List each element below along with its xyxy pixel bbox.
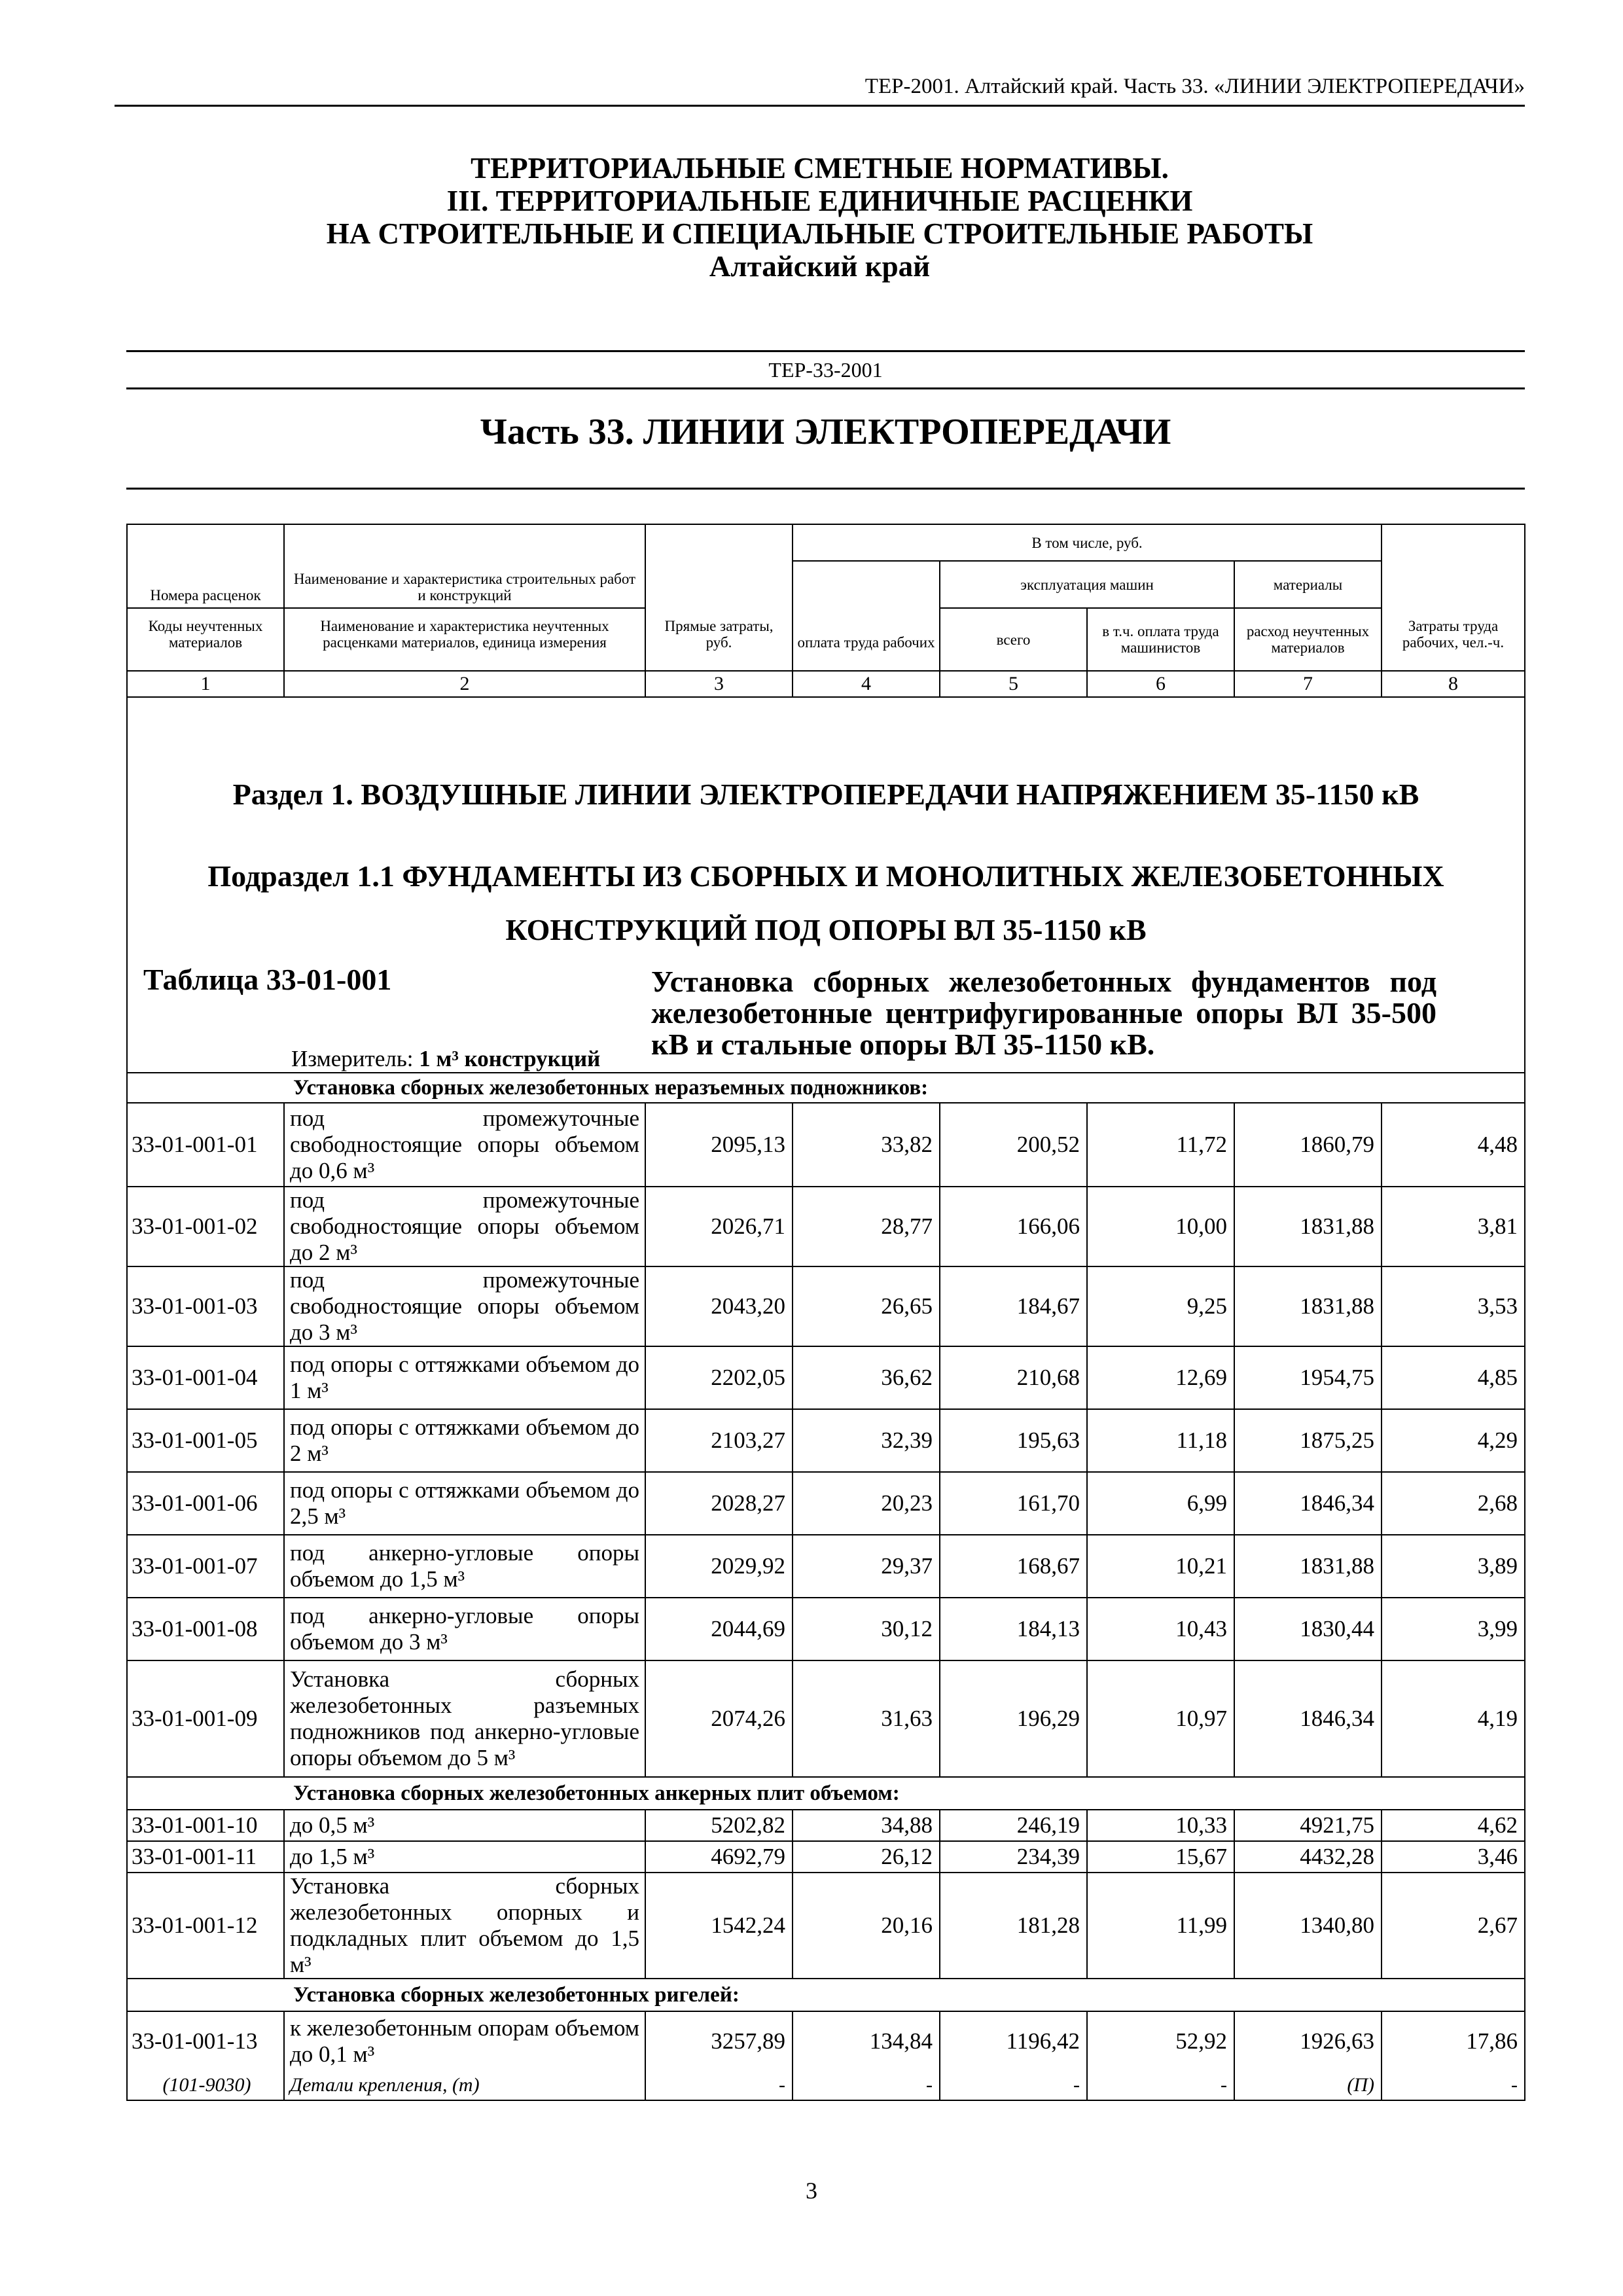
table-row [127,1598,1525,1660]
material-description: Детали крепления, (т) [284,2070,645,2100]
group-fill [1382,1777,1525,1810]
rate-description: под анкерно-угловые опоры объемом до 3 м³ [284,1598,645,1660]
machines-total: 246,19 [940,1810,1087,1841]
table-description: Установка сборных железобетонных фундаментов под железобетонные центрифугированные опоры ВЛ 35-500 кВ и стальные опоры ВЛ 35-1150 кВ. [651,965,1436,1061]
table-row [127,1266,1525,1346]
section-title: Раздел 1. ВОЗДУШНЫЕ ЛИНИИ ЭЛЕКТРОПЕРЕДАЧИ НАПРЯЖЕНИЕМ 35-1150 кВ [232,778,1419,811]
machines-total: - [940,2070,1087,2100]
direct-costs: 2029,92 [645,1535,793,1598]
material-code: (101-9030) [127,2070,284,2100]
material-row [127,2070,1525,2100]
rate-code: 33-01-001-10 [127,1810,284,1841]
group-code-empty [127,1073,284,1103]
direct-costs: 1542,24 [645,1873,793,1979]
direct-costs: 3257,89 [645,2011,793,2070]
rate-code: 33-01-001-02 [127,1187,284,1266]
machines-total: 210,68 [940,1346,1087,1409]
materials: 1831,88 [1234,1266,1382,1346]
materials: 1340,80 [1234,1873,1382,1979]
direct-costs: 2095,13 [645,1103,793,1187]
part-divider [126,488,1525,490]
rate-code: 33-01-001-11 [127,1841,284,1873]
header-col7: расход неучтенных материалов [1234,608,1382,671]
direct-costs: 2103,27 [645,1409,793,1472]
machines-total: 234,39 [940,1841,1087,1873]
table-row [127,1660,1525,1777]
materials: 1846,34 [1234,1660,1382,1777]
rate-description: под опоры с оттяжками объемом до 1 м³ [284,1346,645,1409]
direct-costs: 2028,27 [645,1472,793,1535]
labor-pay: 29,37 [793,1535,940,1598]
direct-costs: 4692,79 [645,1841,793,1873]
labor-pay: 31,63 [793,1660,940,1777]
rate-description: под опоры с оттяжками объемом до 2,5 м³ [284,1472,645,1535]
labor-pay: 134,84 [793,2011,940,2070]
labor-hours: - [1382,2070,1525,2100]
header-col2-bottom: Наименование и характеристика неучтенных расценками материалов, единица измерения [284,608,645,671]
materials: 4432,28 [1234,1841,1382,1873]
table-row [127,1409,1525,1472]
rate-code: 33-01-001-08 [127,1598,284,1660]
labor-hours: 3,99 [1382,1598,1525,1660]
machinists-pay: 10,43 [1087,1598,1234,1660]
labor-hours: 2,68 [1382,1472,1525,1535]
table-row [127,1187,1525,1266]
column-number: 3 [645,671,793,697]
labor-hours: 2,67 [1382,1873,1525,1979]
labor-pay: 34,88 [793,1810,940,1841]
direct-costs: 2043,20 [645,1266,793,1346]
rate-code: 33-01-001-04 [127,1346,284,1409]
table-label: Таблица 33-01-001 [143,963,392,996]
rate-description: под промежуточные свободностоящие опоры объемом до 0,6 м³ [284,1103,645,1187]
direct-costs: 2044,69 [645,1598,793,1660]
labor-pay: 36,62 [793,1346,940,1409]
labor-pay: - [793,2070,940,2100]
rate-description: до 0,5 м³ [284,1810,645,1841]
rate-description: под анкерно-угловые опоры объемом до 1,5 м³ [284,1535,645,1598]
machines-total: 181,28 [940,1873,1087,1979]
table-row [127,1346,1525,1409]
materials: 1831,88 [1234,1187,1382,1266]
rate-code: 33-01-001-06 [127,1472,284,1535]
running-header: ТЕР-2001. Алтайский край. Часть 33. «ЛИНИИ ЭЛЕКТРОПЕРЕДАЧИ» [115,71,1525,107]
labor-pay: 26,12 [793,1841,940,1873]
group-heading: Установка сборных железобетонных неразъемных подножников: [284,1073,1382,1103]
machinists-pay: 15,67 [1087,1841,1234,1873]
machinists-pay: 52,92 [1087,2011,1234,2070]
group-fill [1382,1073,1525,1103]
materials: (П) [1234,2070,1382,2100]
labor-hours: 3,46 [1382,1841,1525,1873]
machinists-pay: - [1087,2070,1234,2100]
measure-prefix: Измеритель: [291,1046,419,1071]
direct-costs: 2074,26 [645,1660,793,1777]
header-machines: эксплуатация машин [940,561,1234,608]
group-heading: Установка сборных железобетонных анкерных плит объемом: [284,1777,1382,1810]
direct-costs: 5202,82 [645,1810,793,1841]
rates-table [126,524,1525,2101]
header-col1-top: Номера расценок [127,524,284,608]
labor-hours: 4,48 [1382,1103,1525,1187]
machinists-pay: 9,25 [1087,1266,1234,1346]
labor-pay: 20,16 [793,1873,940,1979]
machinists-pay: 11,18 [1087,1409,1234,1472]
rate-code: 33-01-001-13 [127,2011,284,2070]
subsection-title-line-1: Подраздел 1.1 ФУНДАМЕНТЫ ИЗ СБОРНЫХ И МОНОЛИТНЫХ ЖЕЛЕЗОБЕТОННЫХ [207,859,1444,893]
materials: 1954,75 [1234,1346,1382,1409]
measure-unit [291,1045,600,1073]
table-row [127,1810,1525,1841]
part-title: Часть 33. ЛИНИИ ЭЛЕКТРОПЕРЕДАЧИ [480,412,1171,452]
table-row [127,1103,1525,1187]
table-row [127,1841,1525,1873]
labor-pay: 32,39 [793,1409,940,1472]
materials: 1926,63 [1234,2011,1382,2070]
title-line-2: III. ТЕРРИТОРИАЛЬНЫЕ ЕДИНИЧНЫЕ РАСЦЕНКИ [446,185,1193,217]
measure-value: 1 м³ конструкций [419,1046,601,1071]
header-including: В том числе, руб. [793,524,1382,561]
labor-pay: 26,65 [793,1266,940,1346]
rate-code: 33-01-001-03 [127,1266,284,1346]
table-row [127,2011,1525,2070]
header-col4: оплата труда рабочих [793,561,940,671]
materials: 4921,75 [1234,1810,1382,1841]
machines-total: 196,29 [940,1660,1087,1777]
machines-total: 168,67 [940,1535,1087,1598]
rate-code: 33-01-001-12 [127,1873,284,1979]
labor-hours: 3,89 [1382,1535,1525,1598]
labor-pay: 30,12 [793,1598,940,1660]
rate-code: 33-01-001-01 [127,1103,284,1187]
rate-code: 33-01-001-05 [127,1409,284,1472]
header-materials: материалы [1234,561,1382,608]
machines-total: 184,13 [940,1598,1087,1660]
column-number: 5 [940,671,1087,697]
machinists-pay: 10,00 [1087,1187,1234,1266]
direct-costs: 2202,05 [645,1346,793,1409]
rate-code: 33-01-001-07 [127,1535,284,1598]
machinists-pay: 11,99 [1087,1873,1234,1979]
materials: 1831,88 [1234,1535,1382,1598]
header-col5: всего [940,608,1087,671]
document-code: ТЕР-33-2001 [126,350,1525,389]
direct-costs: - [645,2070,793,2100]
machinists-pay: 6,99 [1087,1472,1234,1535]
machines-total: 166,06 [940,1187,1087,1266]
column-number: 6 [1087,671,1234,697]
rate-description: до 1,5 м³ [284,1841,645,1873]
column-number: 8 [1382,671,1525,697]
section-heading-block [127,697,1525,1073]
column-number: 2 [284,671,645,697]
labor-pay: 33,82 [793,1103,940,1187]
direct-costs: 2026,71 [645,1187,793,1266]
labor-pay: 20,23 [793,1472,940,1535]
machinists-pay: 12,69 [1087,1346,1234,1409]
subsection-title-line-2: КОНСТРУКЦИЙ ПОД ОПОРЫ ВЛ 35-1150 кВ [505,913,1147,946]
column-number: 4 [793,671,940,697]
rate-description: под промежуточные свободностоящие опоры объемом до 2 м³ [284,1187,645,1266]
subsection-title [128,850,1524,957]
labor-hours: 4,62 [1382,1810,1525,1841]
group-heading: Установка сборных железобетонных ригелей: [284,1979,1382,2011]
machinists-pay: 10,97 [1087,1660,1234,1777]
column-number: 7 [1234,671,1382,697]
materials: 1846,34 [1234,1472,1382,1535]
header-col2-top: Наименование и характеристика строительных работ и конструкций [284,524,645,608]
machinists-pay: 10,33 [1087,1810,1234,1841]
labor-hours: 4,29 [1382,1409,1525,1472]
column-number: 1 [127,671,284,697]
labor-hours: 4,85 [1382,1346,1525,1409]
rate-description: к железобетонным опорам объемом до 0,1 м³ [284,2011,645,2070]
machines-total: 195,63 [940,1409,1087,1472]
materials: 1830,44 [1234,1598,1382,1660]
header-col3: Прямые затраты, руб. [645,524,793,671]
machines-total: 184,67 [940,1266,1087,1346]
group-fill [1382,1979,1525,2011]
rate-description: под промежуточные свободностоящие опоры объемом до 3 м³ [284,1266,645,1346]
materials: 1875,25 [1234,1409,1382,1472]
rate-description: под опоры с оттяжками объемом до 2 м³ [284,1409,645,1472]
labor-hours: 3,81 [1382,1187,1525,1266]
title-line-4: Алтайский край [709,250,931,283]
document-title [115,152,1525,283]
labor-hours: 3,53 [1382,1266,1525,1346]
page-number: 3 [806,2178,817,2204]
rate-description: Установка сборных железобетонных разъемных подножников под анкерно-угловые опоры объемом до 5 м³ [284,1660,645,1777]
labor-pay: 28,77 [793,1187,940,1266]
title-line-1: ТЕРРИТОРИАЛЬНЫЕ СМЕТНЫЕ НОРМАТИВЫ. [471,152,1169,185]
machinists-pay: 10,21 [1087,1535,1234,1598]
table-row [127,1535,1525,1598]
header-col1-bottom: Коды неучтенных материалов [127,608,284,671]
table-row [127,1873,1525,1979]
labor-hours: 17,86 [1382,2011,1525,2070]
group-code-empty [127,1777,284,1810]
table-row [127,1472,1525,1535]
header-col6: в т.ч. оплата труда машинистов [1087,608,1234,671]
group-code-empty [127,1979,284,2011]
materials: 1860,79 [1234,1103,1382,1187]
rate-description: Установка сборных железобетонных опорных и подкладных плит объемом до 1,5 м³ [284,1873,645,1979]
machines-total: 161,70 [940,1472,1087,1535]
rate-code: 33-01-001-09 [127,1660,284,1777]
title-line-3: НА СТРОИТЕЛЬНЫЕ И СПЕЦИАЛЬНЫЕ СТРОИТЕЛЬНЫЕ РАБОТЫ [326,217,1313,250]
labor-hours: 4,19 [1382,1660,1525,1777]
machines-total: 200,52 [940,1103,1087,1187]
header-col8: Затраты труда рабочих, чел.-ч. [1382,524,1525,671]
machinists-pay: 11,72 [1087,1103,1234,1187]
machines-total: 1196,42 [940,2011,1087,2070]
